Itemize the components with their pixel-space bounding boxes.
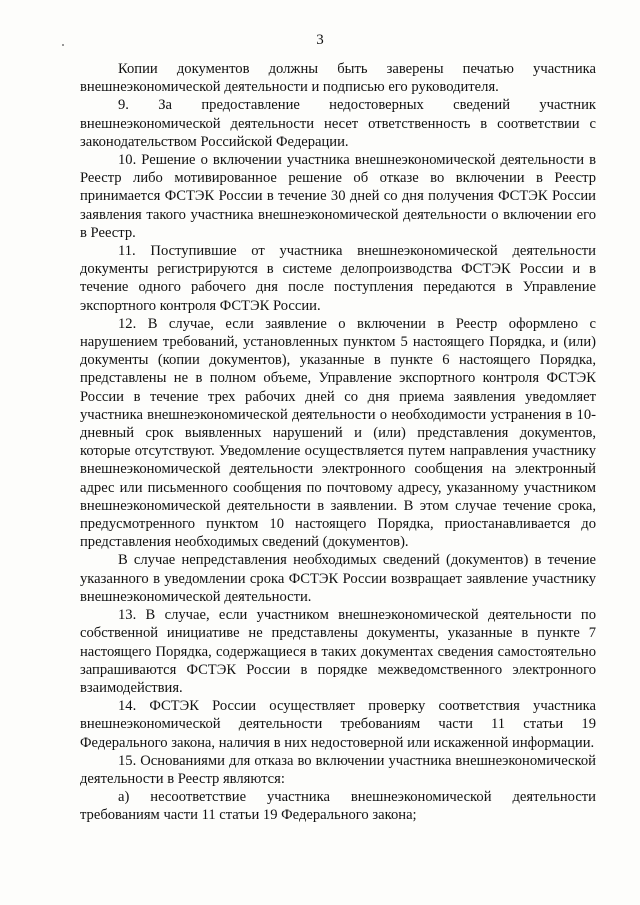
paragraph-item-15-a: а) несоответствие участника внешнеэкономической деятельности требованиям части 11 статьи 19 Федерального закона; (80, 789, 596, 824)
page-number: 3 (316, 32, 324, 48)
paragraph-item-10: 10. Решение о включении участника внешнеэкономической деятельности в Реестр либо мотивированное решение об отказе во включении в Реестр принимается ФСТЭК России в течение 30 дней со дня получения ФСТЭК России заявления такого участника внешнеэкономической деятельности о включении его в Реестр. (80, 152, 596, 241)
paragraph-item-13: 13. В случае, если участником внешнеэкономической деятельности по собственной инициативе не представлены документы, указанные в пункте 7 настоящего Порядка, содержащиеся в таких документах сведения самостоятельно запрашиваются ФСТЭК России в порядке межведомственного электронного взаимодействия. (80, 607, 596, 696)
paragraph-item-12: 12. В случае, если заявление о включении в Реестр оформлено с нарушением требований, установленных пунктом 5 настоящего Порядка, и (или) документы (копии документов), указанные в пункте 6 настоящего Порядка, представлены не в полном объеме, Управление экспортного контроля ФСТЭК России в течение трех рабочих дней со дня приема заявления уведомляет участника внешнеэкономической деятельности о необходимости устранения в 10-дневный срок выявленных нарушений и (или) представления документов, которые отсутствуют. Уведомление осуществляется путем направления участнику внешнеэкономической деятельности электронного сообщения на электронный адрес или письменного сообщения по почтовому адресу, указанному участником внешнеэкономической деятельности в заявлении. В этом случае течение срока, предусмотренного пунктом 10 настоящего Порядка, приостанавливается до представления необходимых сведений (документов). (80, 315, 596, 551)
paragraph-item-15: 15. Основаниями для отказа во включении участника внешнеэкономической деятельности в Реестр являются: (80, 752, 596, 787)
paragraph-item-14: 14. ФСТЭК России осуществляет проверку соответствия участника внешнеэкономической деятельности требованиям части 11 статьи 19 Федерального закона, наличия в них недостоверной или искаженной информации. (80, 698, 596, 751)
paragraph-item-12-continuation: В случае непредставления необходимых сведений (документов) в течение указанного в уведомлении срока ФСТЭК России возвращает заявление участнику внешнеэкономической деятельности. (80, 552, 596, 605)
paragraph-item-11: 11. Поступившие от участника внешнеэкономической деятельности документы регистрируются в системе делопроизводства ФСТЭК России и в течение одного рабочего дня после поступления передаются в Управление экспортного контроля ФСТЭК России. (80, 243, 596, 314)
paragraph-copies-certification: Копии документов должны быть заверены печатью участника внешнеэкономической деятельности и подписью его руководителя. (80, 61, 596, 96)
paragraph-item-9: 9. За предоставление недостоверных сведений участник внешнеэкономической деятельности несет ответственность в соответствии с законодательством Российской Федерации. (80, 97, 596, 150)
document-body (80, 60, 596, 825)
